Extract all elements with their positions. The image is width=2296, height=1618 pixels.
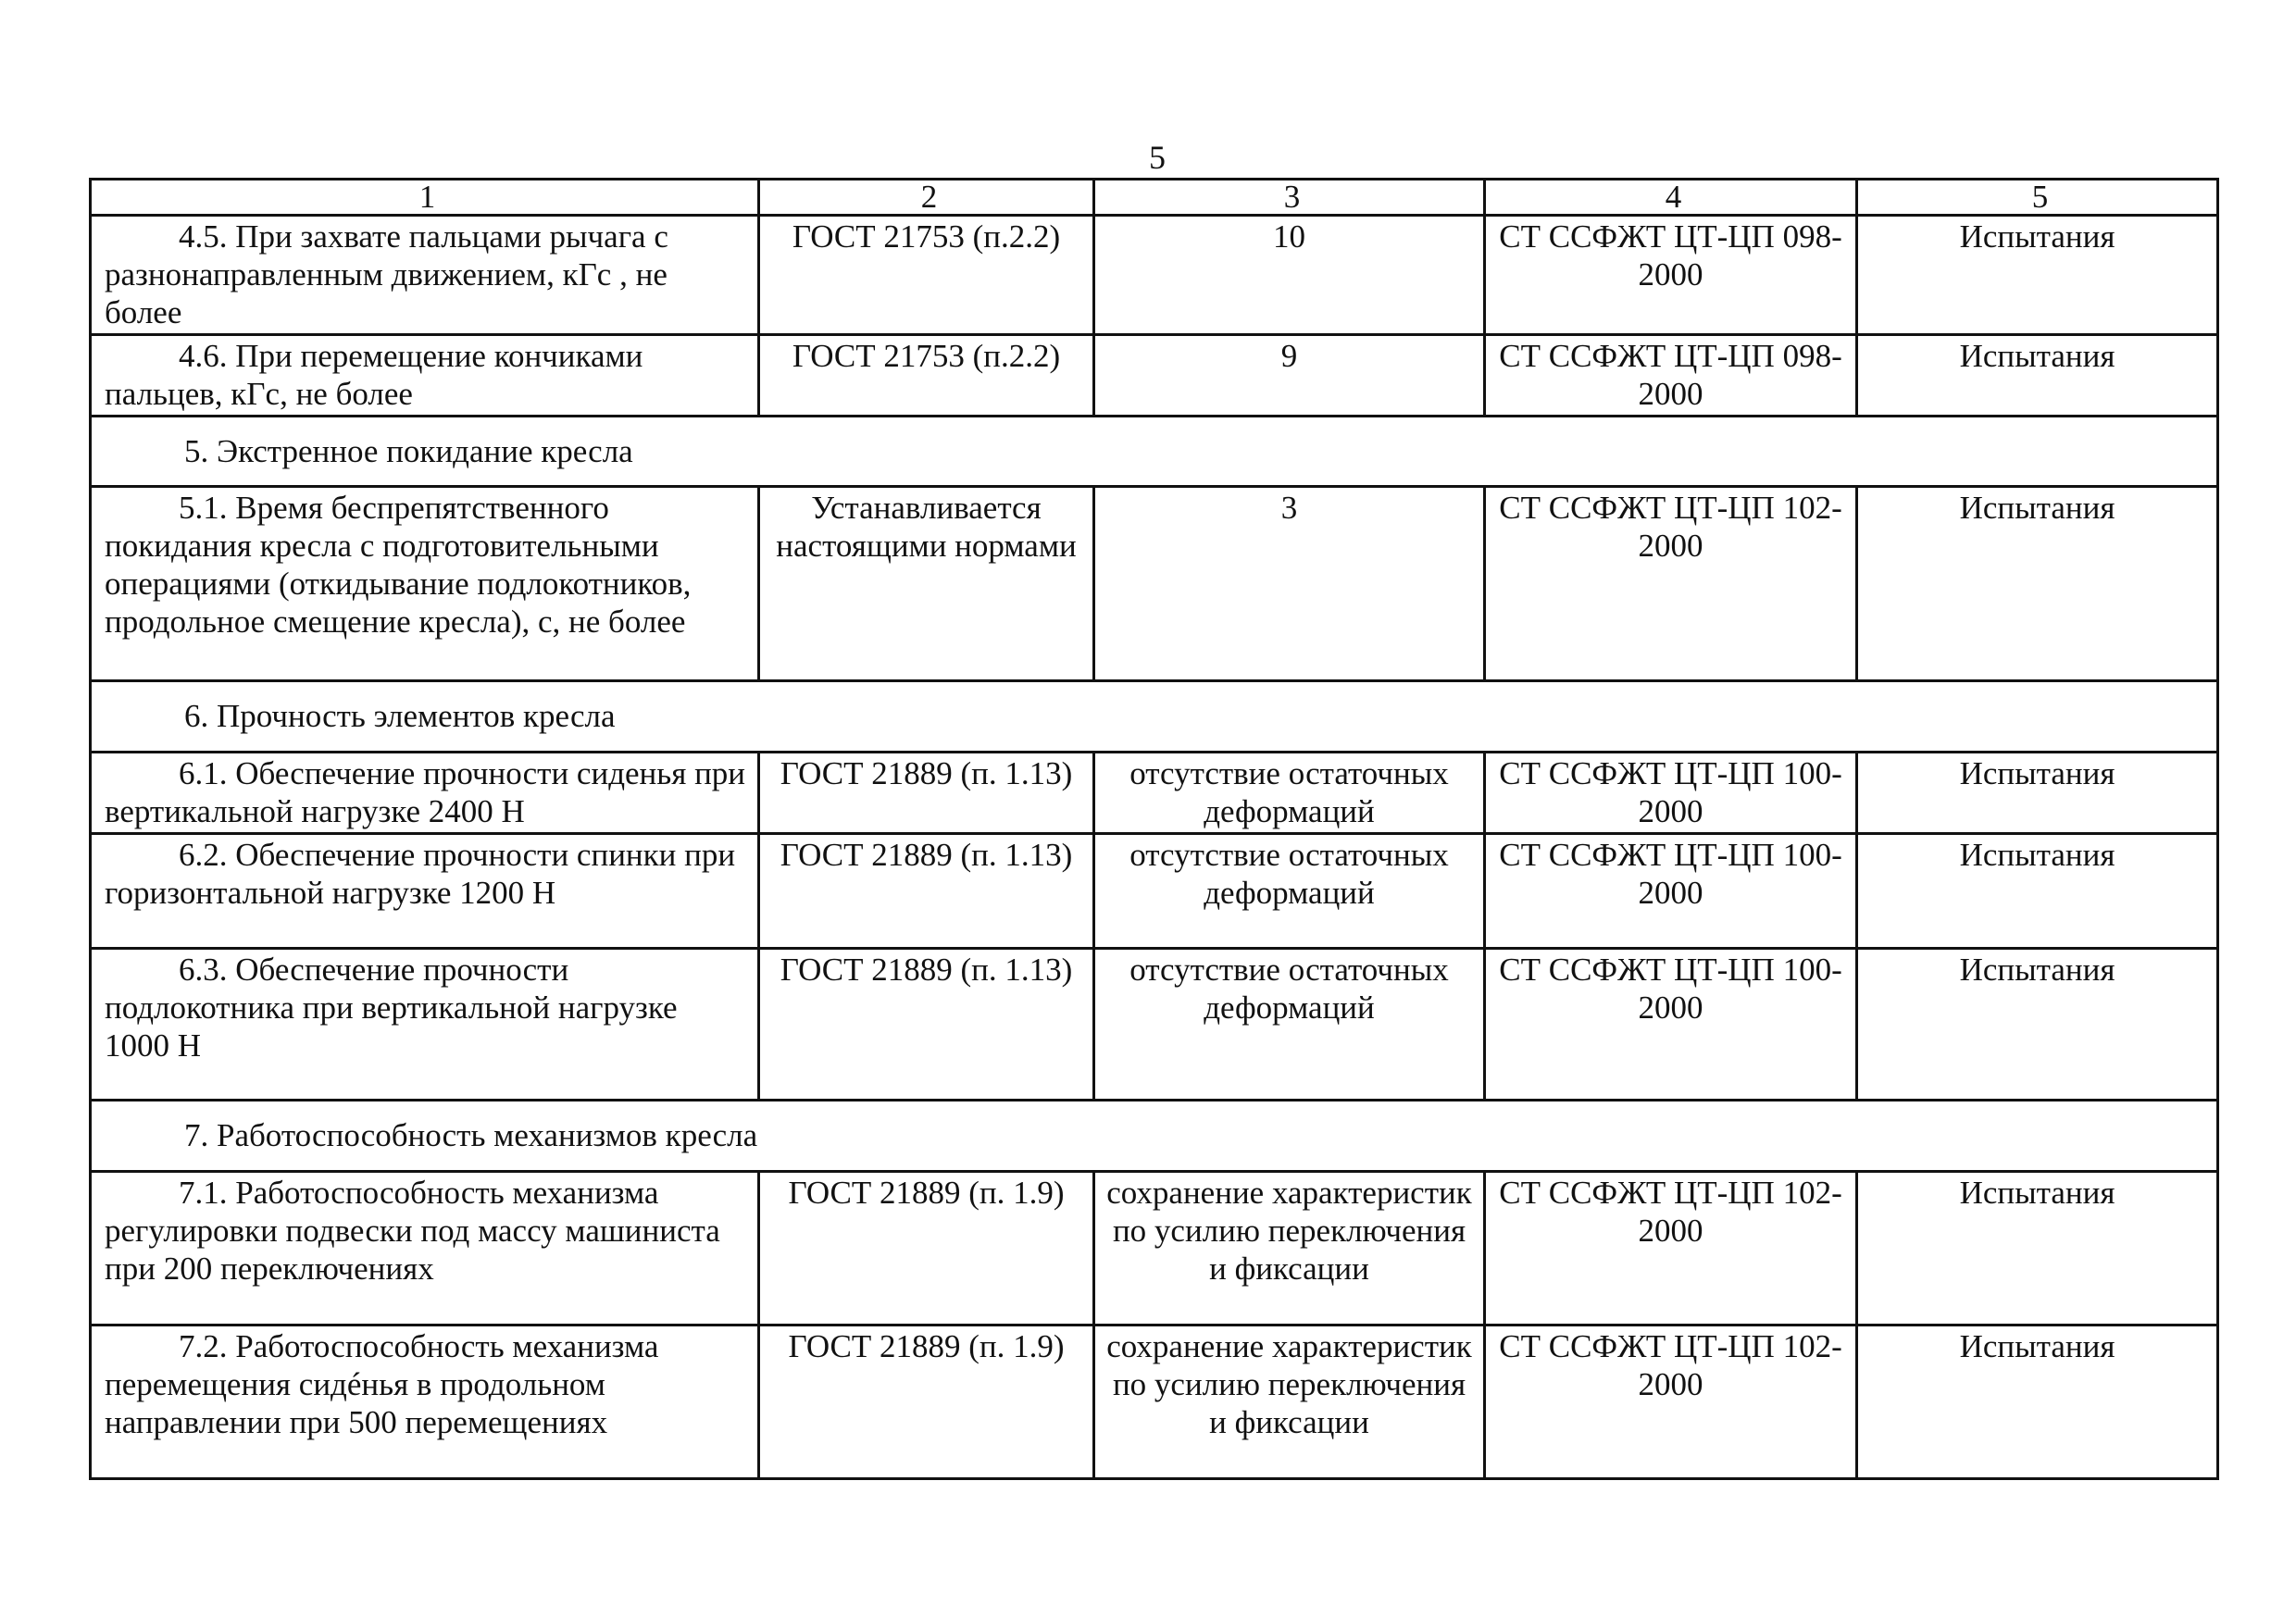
- table-row: [91, 834, 2218, 949]
- normative-doc-cell: ГОСТ 21889 (п. 1.13): [759, 949, 1094, 1101]
- section-row: [91, 1101, 2218, 1172]
- section-title: 5. Экстренное покидание кресла: [91, 417, 2218, 487]
- page-number: 5: [1149, 139, 1166, 176]
- indicator-cell: 7.2. Работоспособность механизма перемещения сидéнья в продольном направлении при 500 перемещениях: [91, 1326, 759, 1479]
- table-row: [91, 1172, 2218, 1326]
- norm-value-cell: отсутствие остаточных деформаций: [1094, 949, 1485, 1101]
- normative-doc-cell: ГОСТ 21889 (п. 1.13): [759, 753, 1094, 834]
- indicator-cell: 6.3. Обеспечение прочности подлокотника при вертикальной нагрузке 1000 Н: [91, 949, 759, 1101]
- norm-value-cell: 9: [1094, 335, 1485, 417]
- check-type-cell: Испытания: [1857, 487, 2218, 681]
- norm-value-cell: 10: [1094, 216, 1485, 335]
- method-cell: СТ ССФЖТ ЦТ-ЦП 100-2000: [1485, 753, 1857, 834]
- section-row: [91, 681, 2218, 753]
- check-type-cell: Испытания: [1857, 216, 2218, 335]
- check-type-cell: Испытания: [1857, 949, 2218, 1101]
- check-type-cell: Испытания: [1857, 1326, 2218, 1479]
- normative-doc-cell: ГОСТ 21753 (п.2.2): [759, 216, 1094, 335]
- table-row: [91, 753, 2218, 834]
- normative-doc-cell: Устанавливается настоящими нормами: [759, 487, 1094, 681]
- table-row: [91, 949, 2218, 1101]
- section-title: 6. Прочность элементов кресла: [91, 681, 2218, 753]
- check-type-cell: Испытания: [1857, 335, 2218, 417]
- method-cell: СТ ССФЖТ ЦТ-ЦП 098-2000: [1485, 335, 1857, 417]
- norm-value-cell: 3: [1094, 487, 1485, 681]
- indicator-cell: 6.1. Обеспечение прочности сиденья при вертикальной нагрузке 2400 Н: [91, 753, 759, 834]
- column-header-3: 3: [1094, 180, 1485, 216]
- table-row: [91, 1326, 2218, 1479]
- normative-doc-cell: ГОСТ 21753 (п.2.2): [759, 335, 1094, 417]
- check-type-cell: Испытания: [1857, 1172, 2218, 1326]
- section-row: [91, 417, 2218, 487]
- table-row: [91, 335, 2218, 417]
- table-row: [91, 487, 2218, 681]
- norm-value-cell: отсутствие остаточных деформаций: [1094, 753, 1485, 834]
- norm-value-cell: сохранение характеристик по усилию переключения и фиксации: [1094, 1326, 1485, 1479]
- requirements-table: [89, 178, 2219, 1480]
- method-cell: СТ ССФЖТ ЦТ-ЦП 100-2000: [1485, 949, 1857, 1101]
- method-cell: СТ ССФЖТ ЦТ-ЦП 098-2000: [1485, 216, 1857, 335]
- indicator-cell: 7.1. Работоспособность механизма регулировки подвески под массу машиниста при 200 переключениях: [91, 1172, 759, 1326]
- norm-value-cell: сохранение характеристик по усилию переключения и фиксации: [1094, 1172, 1485, 1326]
- indicator-cell: 4.6. При перемещение кончиками пальцев, кГс, не более: [91, 335, 759, 417]
- column-header-5: 5: [1857, 180, 2218, 216]
- method-cell: СТ ССФЖТ ЦТ-ЦП 102-2000: [1485, 1172, 1857, 1326]
- column-header-4: 4: [1485, 180, 1857, 216]
- normative-doc-cell: ГОСТ 21889 (п. 1.13): [759, 834, 1094, 949]
- normative-doc-cell: ГОСТ 21889 (п. 1.9): [759, 1172, 1094, 1326]
- norm-value-cell: отсутствие остаточных деформаций: [1094, 834, 1485, 949]
- column-header-2: 2: [759, 180, 1094, 216]
- check-type-cell: Испытания: [1857, 753, 2218, 834]
- header-row: [91, 180, 2218, 216]
- normative-doc-cell: ГОСТ 21889 (п. 1.9): [759, 1326, 1094, 1479]
- table-row: [91, 216, 2218, 335]
- method-cell: СТ ССФЖТ ЦТ-ЦП 102-2000: [1485, 487, 1857, 681]
- indicator-cell: 4.5. При захвате пальцами рычага с разнонаправленным движением, кГс , не более: [91, 216, 759, 335]
- check-type-cell: Испытания: [1857, 834, 2218, 949]
- indicator-cell: 6.2. Обеспечение прочности спинки при горизонтальной нагрузке 1200 Н: [91, 834, 759, 949]
- method-cell: СТ ССФЖТ ЦТ-ЦП 100-2000: [1485, 834, 1857, 949]
- method-cell: СТ ССФЖТ ЦТ-ЦП 102-2000: [1485, 1326, 1857, 1479]
- indicator-cell: 5.1. Время беспрепятственного покидания кресла с подготовительными операциями (откидывание подлокотников, продольное смещение кресла), с, не более: [91, 487, 759, 681]
- column-header-1: 1: [91, 180, 759, 216]
- section-title: 7. Работоспособность механизмов кресла: [91, 1101, 2218, 1172]
